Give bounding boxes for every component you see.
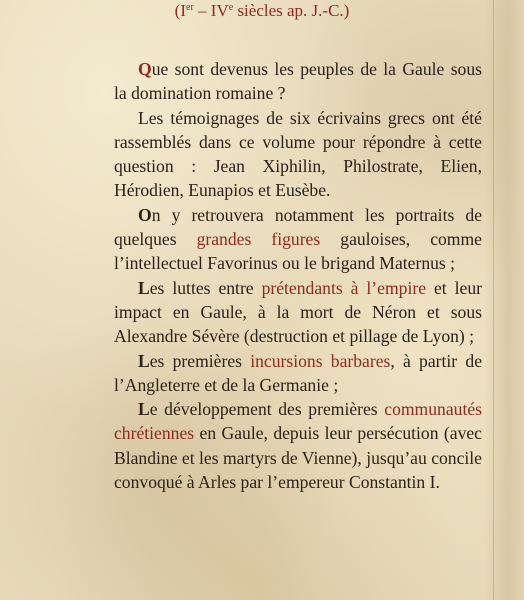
paragraph-pretenders bbox=[114, 276, 482, 349]
paragraph-text: es premières bbox=[149, 350, 251, 371]
paragraph-text: , à partir de l’Angleterre et de la Germanie ; bbox=[114, 350, 482, 395]
highlight-incursions: incursions barbares bbox=[250, 350, 391, 371]
paragraph-incursions bbox=[114, 349, 482, 398]
paragraph-text: e développement des premières bbox=[149, 399, 385, 420]
page-edge-shade bbox=[484, 0, 524, 600]
paragraph-initial: O bbox=[138, 204, 152, 225]
paragraph-text: es témoignages de six écrivains grecs ont été rassemblés dans ce volume pour répondre à cette question : Jean Xiphilin, Philostrate, Elien, Hérodien, Eunapios et Eusèbe. bbox=[114, 107, 482, 201]
paragraph-authors bbox=[114, 106, 482, 203]
paragraph-text: es luttes entre bbox=[149, 277, 262, 298]
paragraph-text: en Gaule, depuis leur persécution (avec Blandine et les martyrs de Vienne), jusqu’au concile convoqué à Arles par l’empereur Constantin I. bbox=[114, 423, 482, 493]
highlight-pretendants: prétendants à l’empire bbox=[261, 277, 427, 298]
paragraph-text: n y retrouvera notamment les portraits de quelques bbox=[114, 204, 482, 250]
subtitle-mid: – IV bbox=[193, 1, 229, 20]
paragraph-initial: L bbox=[138, 399, 150, 420]
page-edge-rule bbox=[493, 0, 494, 600]
paragraph-text: et leur impact en Gaule, à la mort de Néron et sous Alexandre Sévère (destruction et pillage de Lyon) ; bbox=[114, 277, 482, 347]
subtitle-open: (I bbox=[174, 1, 186, 20]
highlight-grandes-figures: grandes figures bbox=[196, 229, 321, 250]
paragraph-text: ue sont devenus les peuples de la Gaule sous la domination romaine ? bbox=[114, 59, 482, 104]
drop-initial: Q bbox=[138, 59, 152, 79]
highlight-communautes: communautés chrétiennes bbox=[114, 399, 482, 444]
paragraph-question bbox=[114, 57, 482, 106]
paragraph-initial: L bbox=[138, 277, 150, 298]
paragraph-christian bbox=[114, 397, 482, 494]
period-subtitle bbox=[0, 1, 524, 21]
subtitle-sup-first: er bbox=[186, 2, 194, 13]
paragraph-text: gauloises, comme l’intellectuel Favorinus ou le brigand Maternus ; bbox=[114, 229, 482, 274]
subtitle-sup-fourth: e bbox=[228, 2, 234, 13]
subtitle-close: siècles ap. J.-C.) bbox=[233, 1, 350, 20]
paragraph-figures bbox=[114, 203, 482, 276]
back-cover-text bbox=[114, 57, 482, 494]
paragraph-initial: L bbox=[138, 107, 149, 128]
paragraph-initial: L bbox=[138, 350, 150, 371]
